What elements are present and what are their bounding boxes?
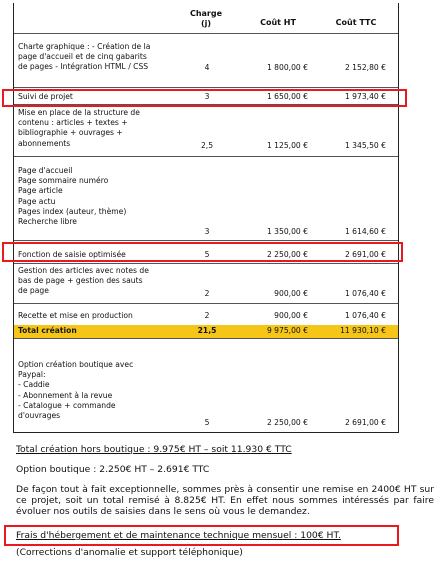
discount-paragraph: De façon tout à fait exceptionnelle, sommes près à consentir une remise en 2400€ HT sur ce projet, soit un total remisé à 8.825€ HT. En effet nous sommes intéressés par faire évoluer nos outils de saisies dans le sens où vous le demandez. bbox=[16, 484, 434, 518]
row-description: Suivi de projet bbox=[18, 92, 73, 101]
hosting-fee-line: Frais d'hébergement et de maintenance technique mensuel : 100€ HT. bbox=[16, 530, 341, 541]
row-description: Fonction de saisie optimisée bbox=[18, 250, 126, 259]
row-charge: 2,5 bbox=[200, 141, 214, 150]
option-summary-line: Option boutique : 2.250€ HT – 2.691€ TTC bbox=[16, 464, 210, 475]
row-description: Recette et mise en production bbox=[18, 311, 133, 320]
option-charge: 5 bbox=[204, 418, 210, 427]
header-charge-unit: (j) bbox=[200, 19, 212, 28]
row-description: Mise en place de la structure de contenu : articles + textes + bibliographie + ouvrages + abonnements bbox=[18, 108, 140, 148]
row-divider bbox=[14, 338, 398, 339]
row-divider bbox=[14, 263, 398, 264]
row-divider bbox=[14, 240, 398, 241]
row-cost-ht: 1 800,00 € bbox=[266, 63, 308, 72]
total-summary-line: Total création hors boutique : 9.975€ HT – soit 11.930 € TTC bbox=[16, 444, 292, 455]
row-description: Gestion des articles avec notes de bas de page + gestion des sauts de page bbox=[18, 266, 149, 296]
row-divider bbox=[14, 303, 398, 304]
option-cost-ht: 2 250,00 € bbox=[266, 418, 308, 427]
row-cost-ht: 1 125,00 € bbox=[266, 141, 308, 150]
cost-table bbox=[13, 3, 399, 433]
row-divider bbox=[14, 87, 398, 88]
row-cost-ttc: 2 152,80 € bbox=[344, 63, 386, 72]
row-cost-ttc: 1 076,40 € bbox=[344, 289, 386, 298]
total-cost-ht: 9 975,00 € bbox=[266, 326, 308, 335]
row-cost-ttc: 1 973,40 € bbox=[344, 92, 386, 101]
row-charge: 2 bbox=[204, 311, 210, 320]
header-charge bbox=[182, 9, 230, 29]
row-description: Charte graphique : - Création de la page d'accueil et de cinq gabarits de pages - Intégration HTML / CSS bbox=[18, 42, 151, 72]
row-cost-ttc: 1 345,50 € bbox=[344, 141, 386, 150]
total-cost-ttc: 11 930,10 € bbox=[340, 326, 386, 335]
hosting-fee-note: (Corrections d'anomalie et support téléphonique) bbox=[16, 547, 243, 558]
row-cost-ht: 1 650,00 € bbox=[266, 92, 308, 101]
header-cout-ht: Coût HT bbox=[260, 18, 296, 27]
row-cost-ttc: 1 076,40 € bbox=[344, 311, 386, 320]
option-description: Option création boutique avec Paypal: - Caddie - Abonnement à la revue - Catalogue + commande d'ouvrages bbox=[18, 360, 134, 421]
row-charge: 5 bbox=[204, 250, 210, 259]
row-charge: 2 bbox=[204, 289, 210, 298]
row-cost-ht: 900,00 € bbox=[274, 311, 308, 320]
header-charge-label: Charge bbox=[189, 9, 223, 18]
header-divider bbox=[14, 33, 398, 34]
highlight-hosting-fee bbox=[4, 525, 399, 546]
row-cost-ht: 900,00 € bbox=[274, 289, 308, 298]
row-cost-ht: 1 350,00 € bbox=[266, 227, 308, 236]
option-cost-ttc: 2 691,00 € bbox=[344, 418, 386, 427]
row-divider bbox=[14, 156, 398, 157]
row-cost-ttc: 2 691,00 € bbox=[344, 250, 386, 259]
header-cout-ttc: Coût TTC bbox=[335, 18, 377, 27]
total-charge: 21,5 bbox=[197, 326, 217, 335]
highlight-fonction-saisie bbox=[2, 242, 403, 262]
row-cost-ttc: 1 614,60 € bbox=[344, 227, 386, 236]
row-charge: 3 bbox=[204, 227, 210, 236]
row-cost-ht: 2 250,00 € bbox=[266, 250, 308, 259]
row-charge: 3 bbox=[204, 92, 210, 101]
row-charge: 4 bbox=[204, 63, 210, 72]
row-description: Page d'accueil Page sommaire numéro Page article Page actu Pages index (auteur, thème) Recherche libre bbox=[18, 166, 127, 227]
highlight-suivi-de-projet bbox=[2, 89, 407, 107]
total-label: Total création bbox=[18, 326, 77, 335]
total-row bbox=[14, 325, 398, 338]
